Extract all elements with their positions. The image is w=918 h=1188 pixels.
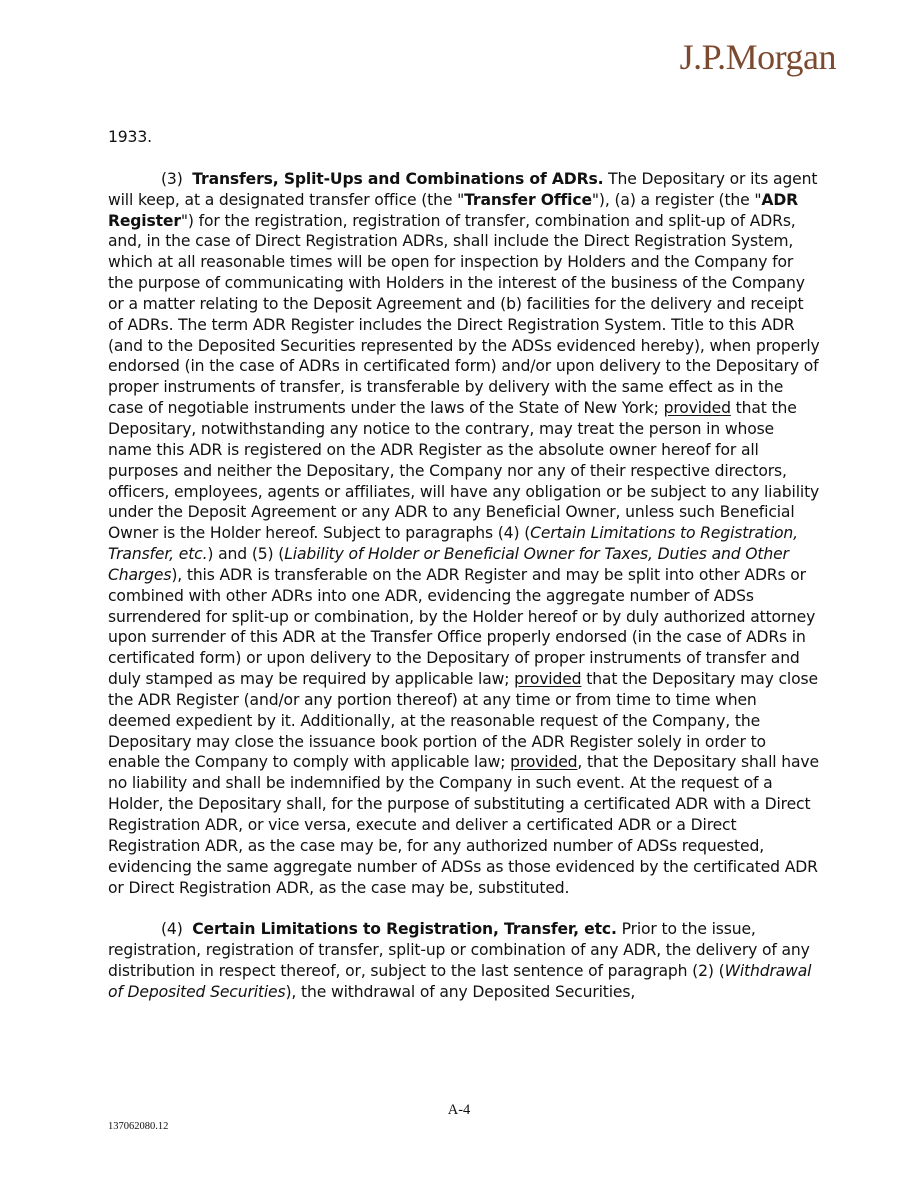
- term-transfer-office: Transfer Office: [464, 190, 592, 209]
- paragraph-3-text: The Depositary or its agent will keep, at a designated transfer office (the ": [108, 169, 818, 209]
- paragraph-3-text: ") for the registration, registration of transfer, combination and split-up of ADRs, and, in the case of Direct Registration ADRs, shall include the Direct Registration System, which at all reasonable times will be open for inspection by Holders and the Company for the purpose of communicating with Holders in the interest of the business of the Company or a matter relating to the Deposit Agreement and (b) facilities for the delivery and receipt of ADRs. The term ADR Register includes the Direct Registration System. Title to this ADR (and to the Deposited Securities represented by the ADSs evidenced hereby), when properly endorsed (in the case of ADRs in certificated form) and/or upon delivery to the Depositary of proper instruments of transfer, is transferable by delivery with the same effect as in the case of negotiable instruments under the laws of the State of New York;: [108, 211, 820, 418]
- paragraph-4-heading: Certain Limitations to Registration, Transfer, etc.: [192, 920, 617, 939]
- paragraph-3-text: ) and (5) (: [207, 545, 285, 564]
- paragraph-3-text: , that the Depositary shall have no liability and shall be indemnified by the Company in such event. At the request of a Holder, the Depositary shall, for the purpose of substituting a certificated ADR with a Direct Registration ADR, or vice versa, execute and deliver a certificated ADR or a Direct Registration ADR, as the case may be, for any authorized number of ADSs requested, evidencing the same aggregate number of ADSs as those evidenced by the certificated ADR or Direct Registration ADR, as the case may be, substituted.: [108, 753, 819, 897]
- paragraph-4-text: ), the withdrawal of any Deposited Securities,: [285, 982, 636, 1001]
- paragraph-4-number: (4): [161, 920, 183, 939]
- continuation-fragment: 1933.: [108, 128, 152, 146]
- provided-underlined: provided: [510, 753, 578, 772]
- provided-underlined: provided: [514, 670, 582, 689]
- paragraph-3-text: "), (a) a register (the ": [591, 190, 762, 209]
- paragraph-3-text: that the Depositary may close the ADR Register (and/or any portion thereof) at any time or from time to time when deemed expedient by it. Additionally, at the reasonable request of the Company, the Depositary may close the issuance book portion of the ADR Register solely in order to enable the Company to comply with applicable law;: [108, 670, 818, 772]
- jpmorgan-logo: J.P.Morgan: [679, 37, 836, 77]
- paragraph-3-heading: Transfers, Split-Ups and Combinations of ADRs.: [192, 169, 604, 188]
- paragraph-4-text: Prior to the issue, registration, registration of transfer, split-up or combination of any ADR, the delivery of any distribution in respect thereof, or, subject to the last sentence of paragraph (2) (: [108, 920, 810, 981]
- provided-underlined: provided: [663, 399, 731, 418]
- paragraph-3-text: ), this ADR is transferable on the ADR Register and may be split into other ADRs or combined with other ADRs into one ADR, evidencing the aggregate number of ADSs surrendered for split-up or combination, by the Holder hereof or by duly authorized attorney upon surrender of this ADR at the Transfer Office properly endorsed (in the case of ADRs in certificated form) or upon delivery to the Depositary of proper instruments of transfer and duly stamped as may be required by applicable law;: [108, 565, 816, 689]
- cross-reference-italic: Certain Limitations to Registration, Transfer, etc.: [108, 524, 798, 564]
- cross-reference-italic: Withdrawal of Deposited Securities: [108, 962, 812, 1001]
- paragraph-4: [108, 919, 820, 1002]
- paragraph-3: [108, 169, 820, 899]
- document-body: [108, 127, 820, 1003]
- paragraph-3-number: (3): [161, 169, 183, 188]
- page-number: A-4: [447, 1102, 471, 1118]
- term-adr-register: ADR Register: [108, 190, 798, 230]
- cross-reference-italic: Liability of Holder or Beneficial Owner for Taxes, Duties and Other Charges: [108, 545, 789, 584]
- document-id: 137062080.12: [108, 1121, 169, 1132]
- paragraph-3-text: that the Depositary, notwithstanding any notice to the contrary, may treat the person in whose name this ADR is registered on the ADR Register as the absolute owner hereof for all purposes and neither the Depositary, the Company nor any of their respective directors, officers, employees, agents or affiliates, will have any obligation or be subject to any liability under the Deposit Agreement or any ADR to any Beneficial Owner, unless such Beneficial Owner is the Holder hereof. Subject to paragraphs (4) (: [108, 399, 820, 543]
